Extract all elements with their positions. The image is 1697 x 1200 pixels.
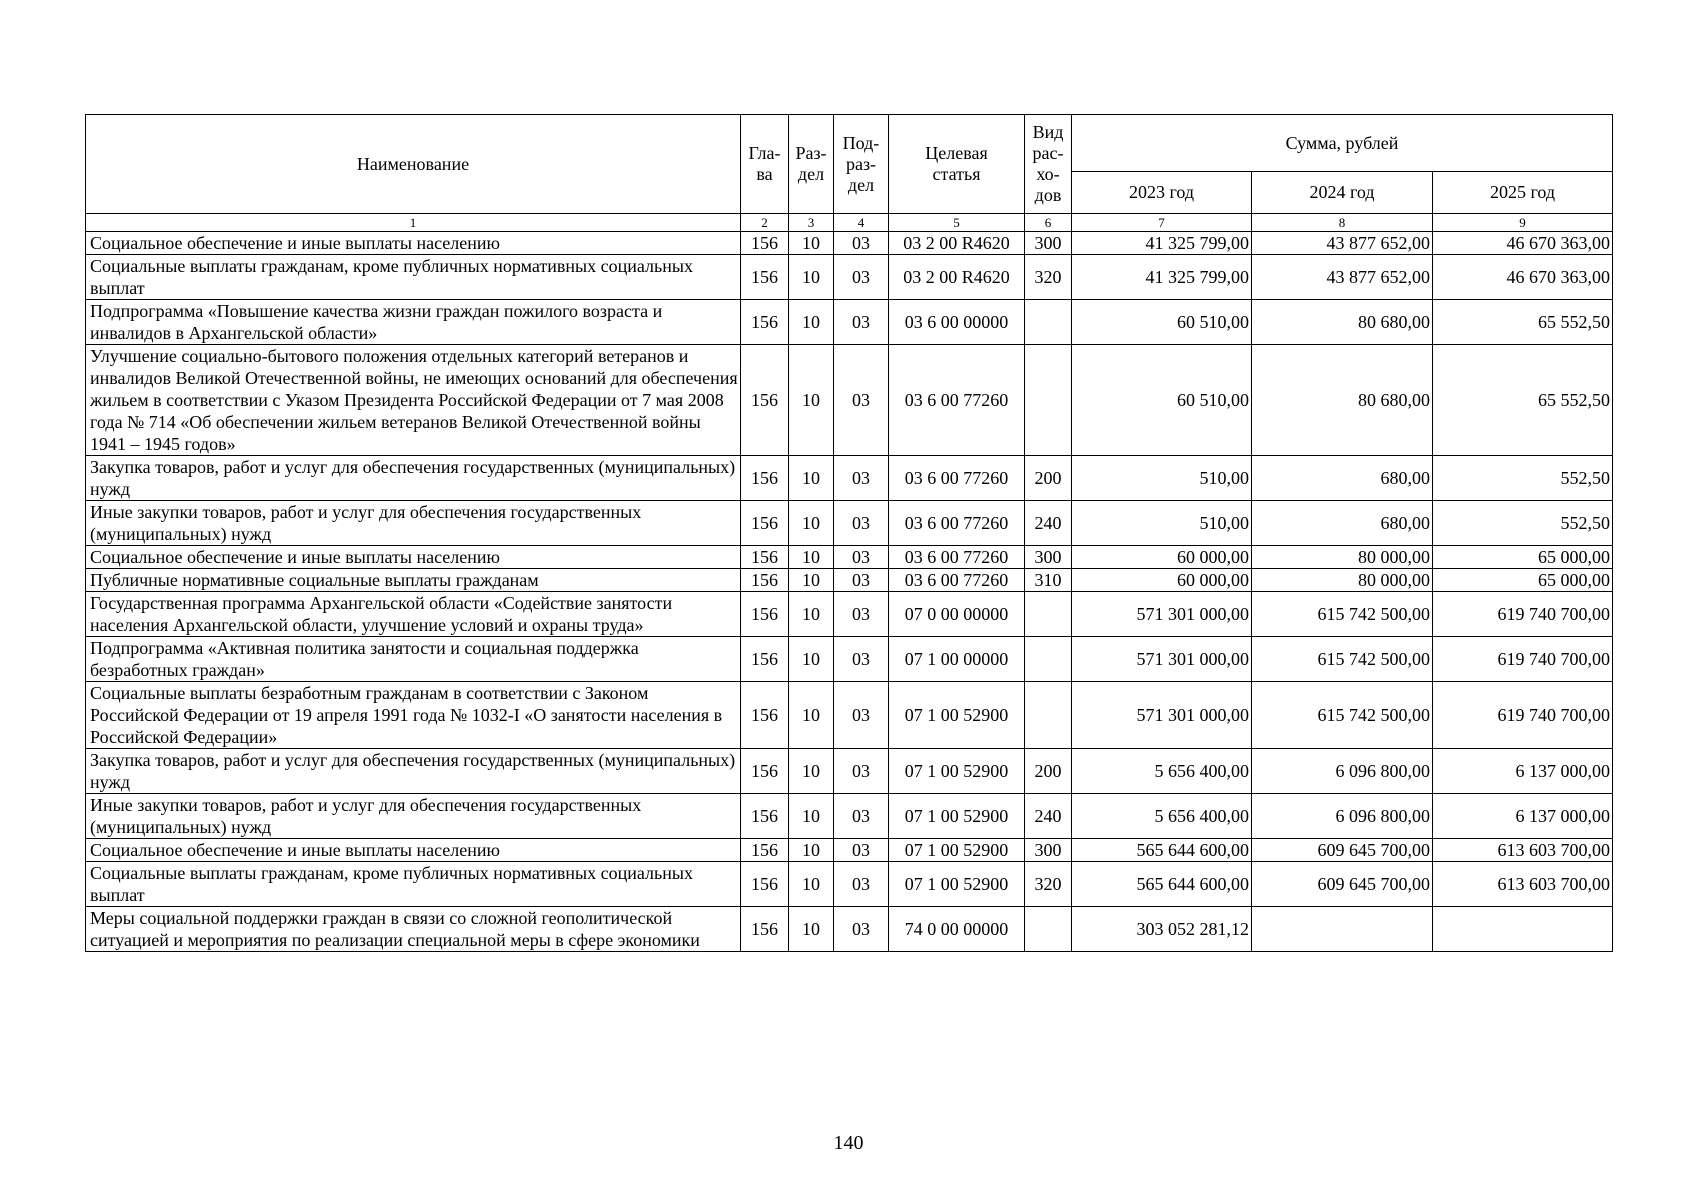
row-sum-2025: 65 552,50: [1433, 345, 1613, 456]
row-vid-rashodov: 320: [1025, 255, 1072, 300]
row-name: Социальное обеспечение и иные выплаты населению: [86, 546, 741, 569]
table-row: [86, 637, 1613, 682]
row-sum-2025: 46 670 363,00: [1433, 255, 1613, 300]
row-sum-2023: 41 325 799,00: [1072, 232, 1252, 255]
header-podrazdel: Под- раз- дел: [834, 115, 889, 214]
table-row: [86, 345, 1613, 456]
row-sum-2024: 6 096 800,00: [1252, 794, 1433, 839]
row-celevaya-statya: 07 1 00 52900: [889, 749, 1025, 794]
row-name: Подпрограмма «Повышение качества жизни граждан пожилого возраста и инвалидов в Архангельской области»: [86, 300, 741, 345]
table-row: [86, 255, 1613, 300]
row-razdel: 10: [789, 637, 834, 682]
row-name: Публичные нормативные социальные выплаты гражданам: [86, 569, 741, 592]
row-podrazdel: 03: [834, 907, 889, 952]
row-name: Иные закупки товаров, работ и услуг для обеспечения государственных (муниципальных) нужд: [86, 501, 741, 546]
row-vid-rashodov: 240: [1025, 501, 1072, 546]
row-celevaya-statya: 03 6 00 77260: [889, 501, 1025, 546]
column-number: 2: [741, 214, 789, 232]
row-glava: 156: [741, 862, 789, 907]
row-podrazdel: 03: [834, 300, 889, 345]
header-vid: Вид рас- хо- дов: [1025, 115, 1072, 214]
row-podrazdel: 03: [834, 637, 889, 682]
row-celevaya-statya: 03 6 00 77260: [889, 569, 1025, 592]
row-sum-2025: 552,50: [1433, 501, 1613, 546]
row-sum-2025: 46 670 363,00: [1433, 232, 1613, 255]
table-row: [86, 300, 1613, 345]
row-glava: 156: [741, 345, 789, 456]
header-year-2025: 2025 год: [1433, 172, 1613, 214]
row-sum-2023: 571 301 000,00: [1072, 592, 1252, 637]
row-glava: 156: [741, 300, 789, 345]
row-glava: 156: [741, 839, 789, 862]
table-row: [86, 794, 1613, 839]
row-celevaya-statya: 74 0 00 00000: [889, 907, 1025, 952]
row-vid-rashodov: 200: [1025, 749, 1072, 794]
row-razdel: 10: [789, 907, 834, 952]
table-row: [86, 569, 1613, 592]
table-row: [86, 862, 1613, 907]
table-header: [86, 115, 1613, 232]
row-sum-2023: 5 656 400,00: [1072, 794, 1252, 839]
column-number: 5: [889, 214, 1025, 232]
row-razdel: 10: [789, 501, 834, 546]
row-vid-rashodov: [1025, 592, 1072, 637]
column-number: 1: [86, 214, 741, 232]
row-sum-2023: 303 052 281,12: [1072, 907, 1252, 952]
row-sum-2025: 619 740 700,00: [1433, 637, 1613, 682]
row-glava: 156: [741, 501, 789, 546]
row-celevaya-statya: 03 6 00 77260: [889, 456, 1025, 501]
row-sum-2024: 609 645 700,00: [1252, 839, 1433, 862]
table-row: [86, 682, 1613, 749]
row-celevaya-statya: 07 1 00 52900: [889, 839, 1025, 862]
row-sum-2025: 6 137 000,00: [1433, 794, 1613, 839]
row-glava: 156: [741, 749, 789, 794]
row-sum-2025: 619 740 700,00: [1433, 592, 1613, 637]
row-sum-2024: 43 877 652,00: [1252, 232, 1433, 255]
row-sum-2023: 60 510,00: [1072, 300, 1252, 345]
row-sum-2025: 613 603 700,00: [1433, 839, 1613, 862]
row-razdel: 10: [789, 839, 834, 862]
row-name: Меры социальной поддержки граждан в связи со сложной геополитической ситуацией и мероприятия по реализации специальной меры в сфере экономики: [86, 907, 741, 952]
row-name: Социальное обеспечение и иные выплаты населению: [86, 232, 741, 255]
row-podrazdel: 03: [834, 592, 889, 637]
header-year-2023: 2023 год: [1072, 172, 1252, 214]
column-number: 3: [789, 214, 834, 232]
row-sum-2023: 571 301 000,00: [1072, 682, 1252, 749]
row-razdel: 10: [789, 749, 834, 794]
row-name: Социальные выплаты безработным гражданам в соответствии с Законом Российской Федерации от 19 апреля 1991 года № 1032-I «О занятости населения в Российской Федерации»: [86, 682, 741, 749]
row-name: Закупка товаров, работ и услуг для обеспечения государственных (муниципальных) нужд: [86, 749, 741, 794]
row-name: Подпрограмма «Активная политика занятости и социальная поддержка безработных граждан»: [86, 637, 741, 682]
row-podrazdel: 03: [834, 232, 889, 255]
row-sum-2024: 80 000,00: [1252, 569, 1433, 592]
row-vid-rashodov: 300: [1025, 546, 1072, 569]
column-number-row: [86, 214, 1613, 232]
row-glava: 156: [741, 592, 789, 637]
row-sum-2024: 615 742 500,00: [1252, 592, 1433, 637]
row-celevaya-statya: 03 2 00 R4620: [889, 255, 1025, 300]
row-razdel: 10: [789, 569, 834, 592]
row-vid-rashodov: 300: [1025, 232, 1072, 255]
row-podrazdel: 03: [834, 682, 889, 749]
row-celevaya-statya: 07 1 00 52900: [889, 794, 1025, 839]
row-razdel: 10: [789, 456, 834, 501]
row-name: Социальные выплаты гражданам, кроме публичных нормативных социальных выплат: [86, 862, 741, 907]
row-vid-rashodov: 310: [1025, 569, 1072, 592]
table-row: [86, 456, 1613, 501]
row-name: Социальные выплаты гражданам, кроме публичных нормативных социальных выплат: [86, 255, 741, 300]
row-podrazdel: 03: [834, 456, 889, 501]
row-sum-2024: 80 680,00: [1252, 345, 1433, 456]
header-razdel: Раз- дел: [789, 115, 834, 214]
column-number: 4: [834, 214, 889, 232]
row-podrazdel: 03: [834, 862, 889, 907]
row-podrazdel: 03: [834, 255, 889, 300]
row-vid-rashodov: 300: [1025, 839, 1072, 862]
row-vid-rashodov: 240: [1025, 794, 1072, 839]
table-row: [86, 501, 1613, 546]
row-podrazdel: 03: [834, 546, 889, 569]
row-sum-2023: 41 325 799,00: [1072, 255, 1252, 300]
row-sum-2023: 60 000,00: [1072, 546, 1252, 569]
row-sum-2023: 510,00: [1072, 501, 1252, 546]
row-sum-2024: [1252, 907, 1433, 952]
row-sum-2024: 43 877 652,00: [1252, 255, 1433, 300]
row-podrazdel: 03: [834, 501, 889, 546]
row-celevaya-statya: 03 6 00 77260: [889, 345, 1025, 456]
row-vid-rashodov: [1025, 907, 1072, 952]
row-celevaya-statya: 07 1 00 52900: [889, 682, 1025, 749]
row-glava: 156: [741, 907, 789, 952]
column-number: 8: [1252, 214, 1433, 232]
row-glava: 156: [741, 456, 789, 501]
row-sum-2025: 65 000,00: [1433, 546, 1613, 569]
row-vid-rashodov: 200: [1025, 456, 1072, 501]
row-sum-2025: [1433, 907, 1613, 952]
row-razdel: 10: [789, 546, 834, 569]
table-row: [86, 839, 1613, 862]
table-row: [86, 546, 1613, 569]
row-sum-2025: 619 740 700,00: [1433, 682, 1613, 749]
row-vid-rashodov: [1025, 637, 1072, 682]
row-sum-2024: 609 645 700,00: [1252, 862, 1433, 907]
row-razdel: 10: [789, 592, 834, 637]
row-sum-2024: 615 742 500,00: [1252, 637, 1433, 682]
header-glava: Гла- ва: [741, 115, 789, 214]
header-celevaya: Целевая статья: [889, 115, 1025, 214]
row-sum-2024: 80 680,00: [1252, 300, 1433, 345]
row-podrazdel: 03: [834, 749, 889, 794]
row-sum-2023: 60 000,00: [1072, 569, 1252, 592]
row-sum-2023: 5 656 400,00: [1072, 749, 1252, 794]
column-number: 6: [1025, 214, 1072, 232]
row-name: Улучшение социально-бытового положения отдельных категорий ветеранов и инвалидов Великой Отечественной войны, не имеющих оснований для обеспечения жильем в соответствии с Указом Президента Российской Федерации от 7 мая 2008 года № 714 «Об обеспечении жильем ветеранов Великой Отечественной войны 1941 – 1945 годов»: [86, 345, 741, 456]
row-celevaya-statya: 07 1 00 52900: [889, 862, 1025, 907]
row-razdel: 10: [789, 794, 834, 839]
row-sum-2025: 613 603 700,00: [1433, 862, 1613, 907]
budget-table: [85, 114, 1613, 952]
header-name: Наименование: [86, 115, 741, 214]
column-number: 9: [1433, 214, 1613, 232]
row-vid-rashodov: 320: [1025, 862, 1072, 907]
row-name: Государственная программа Архангельской области «Содействие занятости населения Архангельской области, улучшение условий и охраны труда»: [86, 592, 741, 637]
row-sum-2025: 6 137 000,00: [1433, 749, 1613, 794]
row-sum-2023: 565 644 600,00: [1072, 862, 1252, 907]
row-name: Социальное обеспечение и иные выплаты населению: [86, 839, 741, 862]
row-razdel: 10: [789, 862, 834, 907]
page-number: 140: [833, 1132, 864, 1154]
row-sum-2024: 6 096 800,00: [1252, 749, 1433, 794]
row-celevaya-statya: 07 0 00 00000: [889, 592, 1025, 637]
row-sum-2025: 552,50: [1433, 456, 1613, 501]
row-celevaya-statya: 07 1 00 00000: [889, 637, 1025, 682]
row-sum-2024: 680,00: [1252, 501, 1433, 546]
row-name: Иные закупки товаров, работ и услуг для обеспечения государственных (муниципальных) нужд: [86, 794, 741, 839]
row-celevaya-statya: 03 6 00 77260: [889, 546, 1025, 569]
header-summa: Сумма, рублей: [1072, 115, 1613, 172]
row-razdel: 10: [789, 255, 834, 300]
row-glava: 156: [741, 255, 789, 300]
row-sum-2025: 65 000,00: [1433, 569, 1613, 592]
row-vid-rashodov: [1025, 345, 1072, 456]
row-sum-2024: 615 742 500,00: [1252, 682, 1433, 749]
row-razdel: 10: [789, 300, 834, 345]
row-name: Закупка товаров, работ и услуг для обеспечения государственных (муниципальных) нужд: [86, 456, 741, 501]
row-vid-rashodov: [1025, 300, 1072, 345]
row-glava: 156: [741, 232, 789, 255]
table-row: [86, 907, 1613, 952]
row-vid-rashodov: [1025, 682, 1072, 749]
row-razdel: 10: [789, 682, 834, 749]
row-glava: 156: [741, 682, 789, 749]
row-sum-2023: 510,00: [1072, 456, 1252, 501]
table-row: [86, 232, 1613, 255]
row-sum-2024: 680,00: [1252, 456, 1433, 501]
row-celevaya-statya: 03 6 00 00000: [889, 300, 1025, 345]
row-sum-2023: 565 644 600,00: [1072, 839, 1252, 862]
row-razdel: 10: [789, 345, 834, 456]
row-podrazdel: 03: [834, 794, 889, 839]
row-celevaya-statya: 03 2 00 R4620: [889, 232, 1025, 255]
row-glava: 156: [741, 637, 789, 682]
table-row: [86, 749, 1613, 794]
row-sum-2023: 571 301 000,00: [1072, 637, 1252, 682]
column-number: 7: [1072, 214, 1252, 232]
row-razdel: 10: [789, 232, 834, 255]
row-podrazdel: 03: [834, 569, 889, 592]
row-sum-2025: 65 552,50: [1433, 300, 1613, 345]
row-podrazdel: 03: [834, 839, 889, 862]
row-podrazdel: 03: [834, 345, 889, 456]
row-sum-2023: 60 510,00: [1072, 345, 1252, 456]
table-body: [86, 232, 1613, 952]
row-sum-2024: 80 000,00: [1252, 546, 1433, 569]
row-glava: 156: [741, 794, 789, 839]
header-year-2024: 2024 год: [1252, 172, 1433, 214]
row-glava: 156: [741, 546, 789, 569]
table-row: [86, 592, 1613, 637]
row-glava: 156: [741, 569, 789, 592]
